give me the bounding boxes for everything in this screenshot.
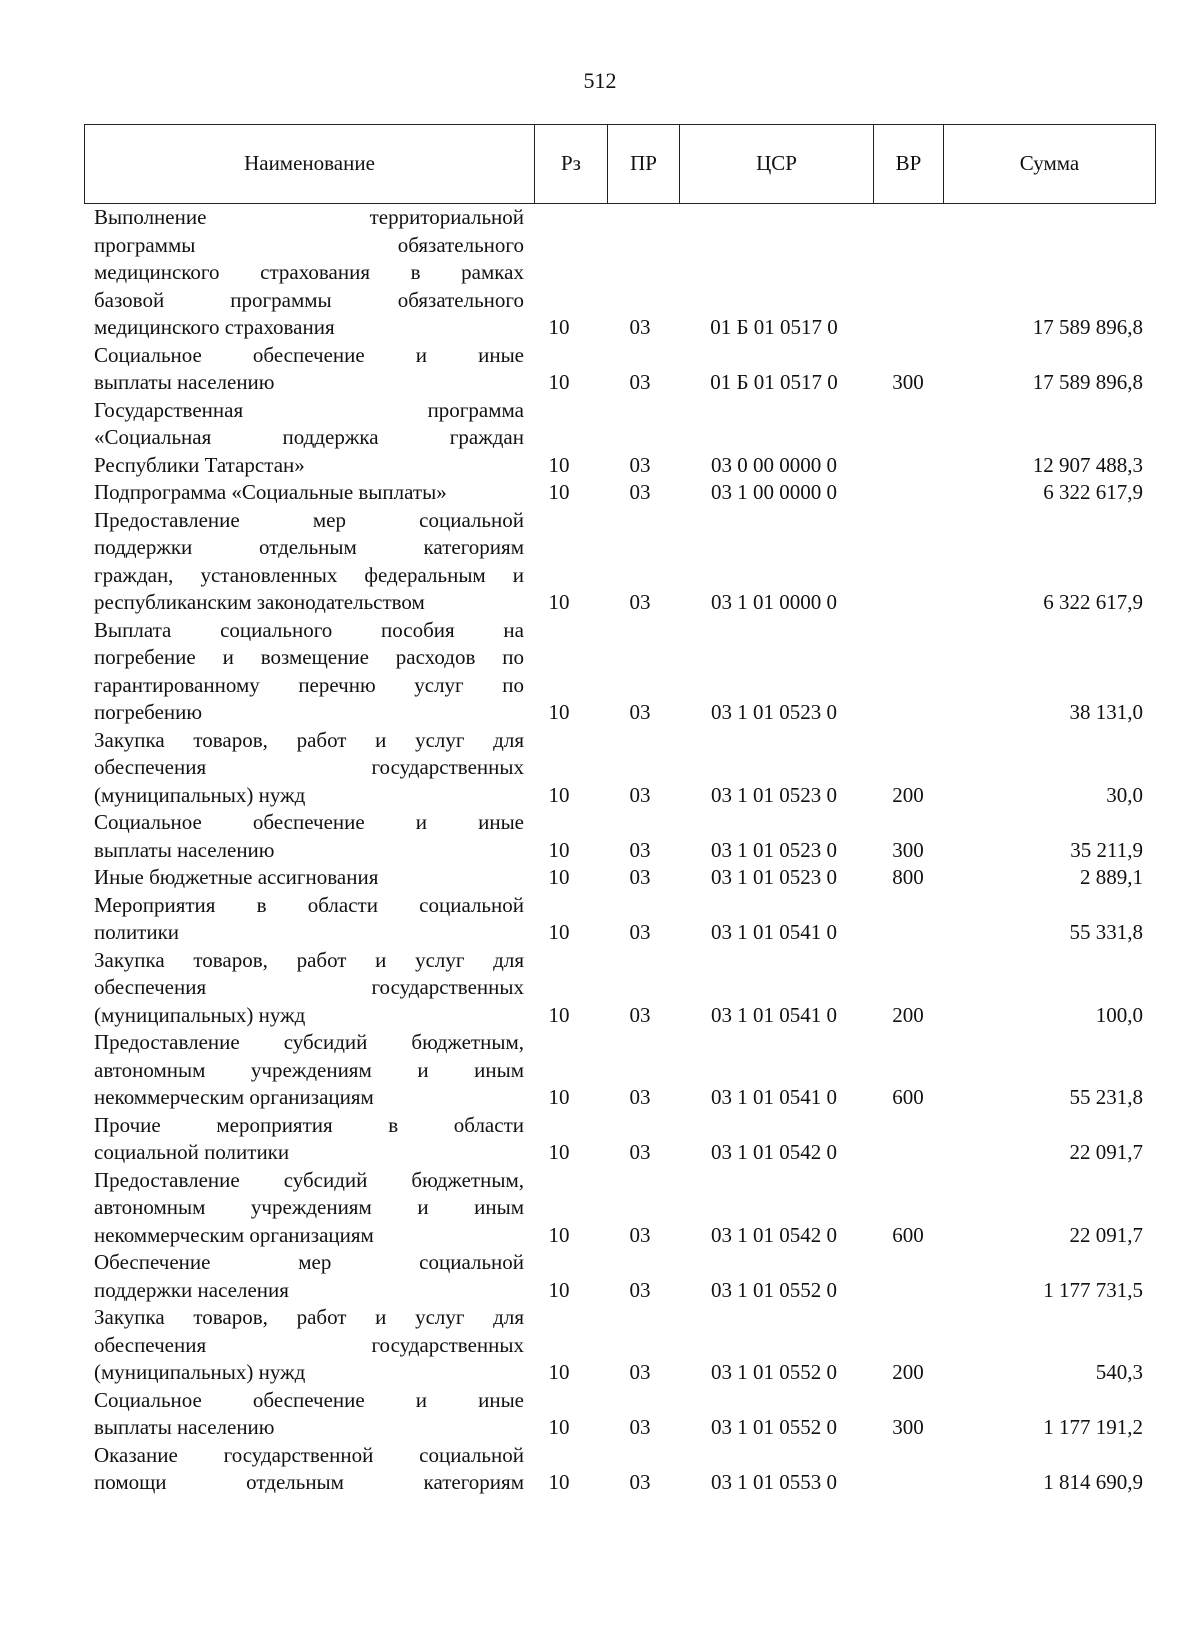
row-name [94,1442,524,1497]
row-rz: 10 [548,1470,570,1494]
row-pr: 03 [629,590,651,614]
row-csr: 01 Б 01 0517 0 [710,315,838,339]
table-row [0,397,1200,480]
row-rz: 10 [548,1085,570,1109]
table-row [0,864,1200,892]
row-vr: 200 [892,1002,924,1027]
row-name-line: автономным учреждениям и иным [94,1195,524,1219]
row-sum: 38 131,0 [1069,700,1143,724]
row-pr: 03 [629,1277,651,1302]
row-rz: 10 [548,837,570,862]
row-name-line: социальной политики [94,1140,290,1164]
row-rz: 10 [548,590,570,614]
row-csr: 03 0 00 0000 0 [711,452,837,477]
table-row [0,947,1200,1030]
row-name-line: выплаты населению [94,837,275,862]
row-pr: 03 [629,1415,651,1439]
table-row [0,617,1200,727]
row-vr: 800 [892,865,924,889]
row-name-line: обеспечения государственных [94,1332,524,1357]
row-csr: 03 1 01 0552 0 [711,1277,837,1302]
row-rz: 10 [548,480,570,504]
table-row [0,342,1200,397]
row-name-line: (муниципальных) нужд [94,1002,306,1027]
row-vr: 300 [892,1415,924,1439]
header-sum-label: Сумма [1019,151,1080,175]
table-row [0,892,1200,947]
row-vr: 200 [892,782,924,807]
row-name-line: погребение и возмещение расходов по [94,645,524,669]
table-row [0,1387,1200,1442]
row-pr: 03 [629,865,651,889]
row-rz: 10 [548,865,570,889]
row-vr [873,589,943,617]
header-csr-label: ЦСР [756,151,797,175]
row-name-line: граждан, установленных федеральным и [94,562,524,587]
table-row [0,479,1200,507]
row-pr: 03 [629,1222,651,1247]
row-name-line: Подпрограмма «Социальные выплаты» [94,480,447,504]
row-name [94,892,524,947]
header-name-label: Наименование [244,151,375,175]
header-rz-label: Рз [561,151,581,175]
row-name-line: Обеспечение мер социальной [94,1250,524,1274]
row-name-line: Предоставление мер социальной [94,507,524,532]
table-header [84,124,1156,204]
row-name-line: Предоставление субсидий бюджетным, [94,1030,524,1054]
row-sum: 22 091,7 [1069,1140,1143,1164]
table-body [0,204,1200,1497]
row-name-line: базовой программы обязательного [94,287,524,312]
row-rz: 10 [548,452,570,477]
row-name-line: некоммерческим организациям [94,1085,374,1109]
row-name-line: медицинского страхования в рамках [94,260,524,284]
row-name-line: Республики Татарстан» [94,452,305,477]
row-csr: 01 Б 01 0517 0 [710,370,838,394]
table-row [0,1029,1200,1112]
row-name [94,1304,524,1387]
row-sum: 17 589 896,8 [1032,315,1143,339]
row-vr [873,1277,943,1305]
row-csr: 03 1 01 0541 0 [711,1002,837,1027]
row-sum: 540,3 [1095,1360,1143,1384]
row-name-line: республиканским законодательством [94,590,425,614]
row-pr: 03 [629,700,651,724]
header-name [85,125,535,203]
row-name-line: медицинского страхования [94,315,335,339]
row-name-line: Оказание государственной социальной [94,1442,524,1467]
row-name-line: Закупка товаров, работ и услуг для [94,1305,524,1329]
row-name-line: обеспечения государственных [94,755,524,779]
row-vr: 200 [892,1360,924,1384]
table-row [0,727,1200,810]
row-vr [873,1139,943,1167]
row-rz: 10 [548,370,570,394]
row-pr: 03 [629,1002,651,1027]
row-sum: 55 331,8 [1069,920,1143,944]
row-name-line: (муниципальных) нужд [94,782,306,807]
row-rz: 10 [548,1002,570,1027]
table-row [0,507,1200,617]
row-name [94,617,524,727]
row-sum: 35 211,9 [1070,837,1143,862]
table-row [0,204,1200,342]
table-row [0,1112,1200,1167]
row-pr: 03 [629,370,651,394]
row-name [94,1167,524,1250]
row-sum: 6 322 617,9 [1043,480,1143,504]
row-name-line: «Социальная поддержка граждан [94,425,524,449]
row-name [94,727,524,810]
row-csr: 03 1 01 0553 0 [711,1470,837,1494]
row-vr: 300 [892,370,924,394]
row-name [94,947,524,1030]
row-name [94,864,524,892]
row-name-line: Социальное обеспечение и иные [94,1387,524,1412]
row-name-line: автономным учреждениям и иным [94,1057,524,1082]
row-name-line: Государственная программа [94,397,524,422]
table-row [0,1304,1200,1387]
header-pr [608,125,680,203]
row-csr: 03 1 01 0552 0 [711,1415,837,1439]
row-pr: 03 [629,837,651,862]
row-rz: 10 [548,1415,570,1439]
row-pr: 03 [629,1085,651,1109]
row-name [94,342,524,397]
row-rz: 10 [548,920,570,944]
header-csr [680,125,874,203]
header-rz [535,125,608,203]
table-row [0,1167,1200,1250]
row-pr: 03 [629,1470,651,1494]
row-name-line: обеспечения государственных [94,975,524,999]
row-name-line: Закупка товаров, работ и услуг для [94,947,524,972]
row-name-line: Предоставление субсидий бюджетным, [94,1167,524,1192]
row-csr: 03 1 01 0542 0 [711,1140,837,1164]
row-name-line: погребению [94,700,203,724]
row-pr: 03 [629,782,651,807]
row-csr: 03 1 01 0523 0 [711,837,837,862]
row-name [94,507,524,617]
table-row [0,809,1200,864]
row-rz: 10 [548,1360,570,1384]
row-name [94,1387,524,1442]
row-name [94,479,524,507]
row-csr: 03 1 01 0542 0 [711,1222,837,1247]
row-vr: 600 [892,1222,924,1247]
row-name [94,1249,524,1304]
row-vr: 600 [892,1085,924,1109]
row-pr: 03 [629,480,651,504]
row-name-line: Выплата социального пособия на [94,617,524,642]
row-pr: 03 [629,315,651,339]
row-sum: 1 177 731,5 [1043,1277,1143,1302]
row-vr [873,699,943,727]
header-vr-label: ВР [895,151,922,175]
row-csr: 03 1 01 0523 0 [711,782,837,807]
row-name [94,1112,524,1167]
row-sum: 12 907 488,3 [1032,452,1143,477]
row-csr: 03 1 01 0000 0 [711,590,837,614]
header-sum [944,125,1155,203]
row-sum: 1 814 690,9 [1043,1470,1143,1494]
row-name-line: политики [94,920,180,944]
row-rz: 10 [548,1222,570,1247]
row-sum: 17 589 896,8 [1032,370,1143,394]
row-name [94,204,524,342]
row-rz: 10 [548,1140,570,1164]
row-name-line: Мероприятия в области социальной [94,892,524,917]
row-name [94,1029,524,1112]
row-rz: 10 [548,315,570,339]
row-pr: 03 [629,1140,651,1164]
row-pr: 03 [629,1360,651,1384]
row-vr [873,479,943,507]
row-csr: 03 1 00 0000 0 [711,480,837,504]
page-number: 512 [583,68,617,93]
row-name-line: Социальное обеспечение и иные [94,810,524,834]
row-name-line: Выполнение территориальной [94,205,524,229]
row-name-line: гарантированному перечню услуг по [94,672,524,697]
row-name-line: выплаты населению [94,1415,275,1439]
row-name-line: программы обязательного [94,232,524,257]
row-sum: 30,0 [1106,782,1143,807]
row-sum: 1 177 191,2 [1043,1415,1143,1439]
row-csr: 03 1 01 0523 0 [711,700,837,724]
row-vr [873,1469,943,1497]
row-vr [873,452,943,480]
row-name-line: Прочие мероприятия в области [94,1112,524,1137]
row-vr [873,314,943,342]
row-name-line: выплаты населению [94,370,275,394]
row-name [94,397,524,480]
header-vr [874,125,944,203]
row-rz: 10 [548,1277,570,1302]
row-name-line: Закупка товаров, работ и услуг для [94,727,524,752]
row-name-line: Иные бюджетные ассигнования [94,865,379,889]
row-sum: 2 889,1 [1080,865,1143,889]
row-sum: 22 091,7 [1069,1222,1143,1247]
row-name-line: некоммерческим организациям [94,1222,374,1247]
row-csr: 03 1 01 0552 0 [711,1360,837,1384]
row-sum: 100,0 [1095,1002,1143,1027]
row-rz: 10 [548,700,570,724]
table-row [0,1442,1200,1497]
row-pr: 03 [629,920,651,944]
table-row [0,1249,1200,1304]
row-name [94,809,524,864]
row-csr: 03 1 01 0523 0 [711,865,837,889]
row-pr: 03 [629,452,651,477]
row-name-line: (муниципальных) нужд [94,1360,306,1384]
row-sum: 55 231,8 [1069,1085,1143,1109]
row-csr: 03 1 01 0541 0 [711,920,837,944]
row-vr [873,919,943,947]
row-rz: 10 [548,782,570,807]
row-name-line: Социальное обеспечение и иные [94,342,524,367]
row-name-line: поддержки населения [94,1277,289,1302]
row-name-line: поддержки отдельным категориям [94,535,524,559]
row-sum: 6 322 617,9 [1043,590,1143,614]
header-pr-label: ПР [630,151,657,175]
row-vr: 300 [892,837,924,862]
row-csr: 03 1 01 0541 0 [711,1085,837,1109]
row-name-line: помощи отдельным категориям [94,1470,524,1494]
